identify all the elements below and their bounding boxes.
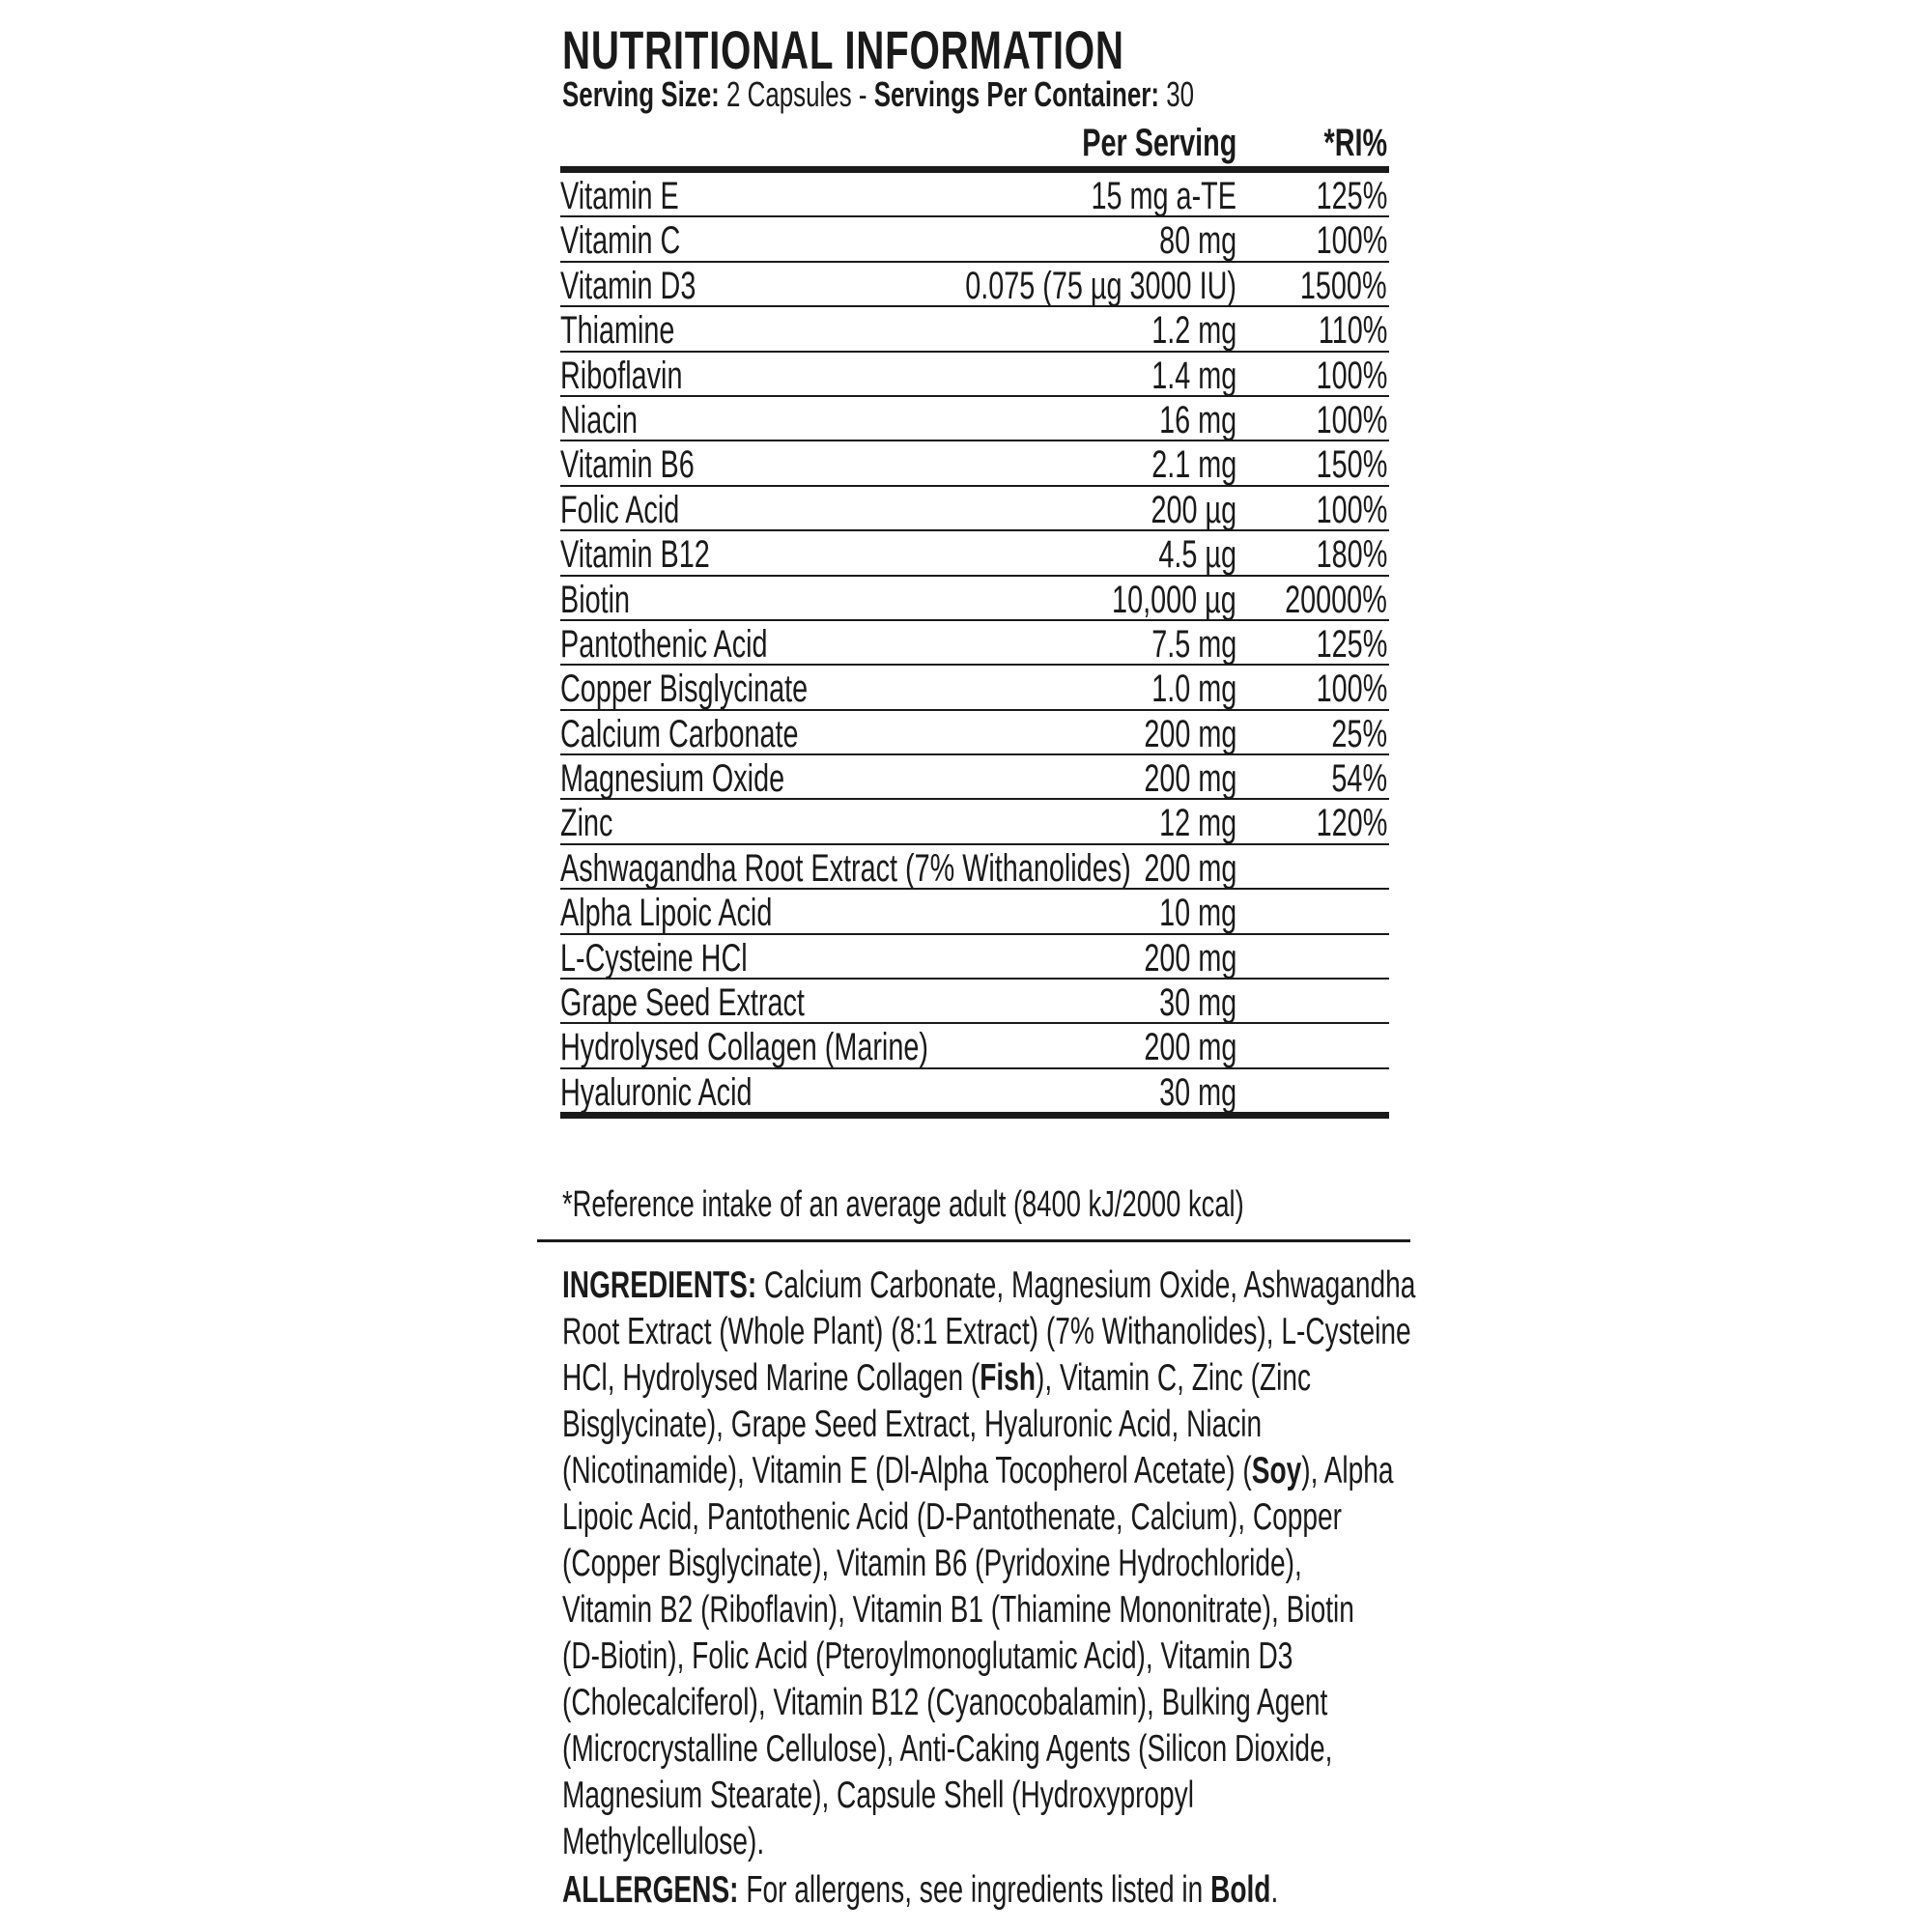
nutrient-name: Hyaluronic Acid — [560, 1070, 753, 1114]
ingredients-block — [562, 1263, 1416, 1865]
nutrient-ri: 100% — [1316, 398, 1387, 441]
ingredients-line: (Copper Bisglycinate), Vitamin B6 (Pyridoxine Hydrochloride), — [562, 1543, 1302, 1584]
ingredients-line: (D-Biotin), Folic Acid (Pteroylmonoglutamic Acid), Vitamin D3 — [562, 1635, 1293, 1677]
nutrient-amount: 10,000 µg — [1112, 578, 1236, 621]
section-divider — [537, 1239, 1410, 1242]
nutrient-ri: 100% — [1316, 219, 1387, 263]
nutrient-name: Grape Seed Extract — [560, 981, 805, 1025]
nutrient-ri: 25% — [1331, 712, 1387, 755]
ingredients-line: (Cholecalciferol), Vitamin B12 (Cyanocobalamin), Bulking Agent — [562, 1682, 1328, 1723]
table-row — [560, 935, 1389, 980]
nutrient-amount: 80 mg — [1158, 219, 1236, 263]
nutrient-ri: 100% — [1316, 354, 1387, 397]
ingredients-line: Root Extract (Whole Plant) (8:1 Extract) (7% Withanolides), L-Cysteine — [562, 1311, 1411, 1352]
title-text: NUTRITIONAL INFORMATION — [562, 19, 1124, 80]
table-row — [560, 621, 1389, 666]
ingredients-line: HCl, Hydrolysed Marine Collagen (Fish), Vitamin C, Zinc (Zinc — [562, 1357, 1312, 1399]
nutrient-amount: 200 mg — [1143, 757, 1236, 801]
table-row — [560, 173, 1389, 217]
table-row — [560, 217, 1389, 262]
serving-size-label: Serving Size: — [562, 74, 720, 114]
table-row — [560, 711, 1389, 755]
nutrient-amount: 200 mg — [1143, 1026, 1236, 1069]
nutrient-name: Thiamine — [560, 309, 675, 353]
nutrient-name: Folic Acid — [560, 488, 680, 531]
nutrient-ri: 100% — [1316, 488, 1387, 531]
nutrient-ri: 150% — [1316, 443, 1387, 487]
nutrient-amount: 1.2 mg — [1151, 309, 1236, 353]
nutrient-amount: 2.1 mg — [1151, 443, 1236, 487]
table-row — [560, 980, 1389, 1024]
page-title — [562, 21, 1343, 79]
nutrient-ri: 20000% — [1285, 578, 1387, 621]
nutrient-name: Biotin — [560, 578, 631, 621]
table-row — [560, 531, 1389, 576]
nutrient-ri: 1500% — [1300, 264, 1387, 307]
nutrient-amount: 30 mg — [1158, 1070, 1236, 1114]
nutrient-name: Niacin — [560, 398, 639, 441]
nutrient-name: Vitamin B6 — [560, 443, 695, 487]
nutrient-amount: 200 µg — [1151, 488, 1236, 531]
nutrient-amount: 12 mg — [1158, 802, 1236, 845]
nutrient-name: Ashwagandha Root Extract (7% Withanolides) — [560, 846, 1131, 890]
servings-per-container-label: Servings Per Container: — [873, 74, 1160, 114]
nutrient-name: Vitamin E — [560, 175, 679, 217]
nutrient-amount: 1.0 mg — [1151, 668, 1236, 711]
nutrient-name: Vitamin C — [560, 219, 681, 263]
table-row — [560, 441, 1389, 486]
ingredients-line: Magnesium Stearate), Capsule Shell (Hydroxypropyl — [562, 1775, 1194, 1816]
nutrient-amount: 7.5 mg — [1151, 622, 1236, 666]
table-row — [560, 800, 1389, 844]
table-row — [560, 487, 1389, 531]
servings-per-container-value: 30 — [1166, 74, 1195, 114]
nutrition-table — [560, 121, 1389, 1119]
header-per-serving: Per Serving — [1081, 122, 1236, 164]
nutrient-amount: 200 mg — [1143, 936, 1236, 980]
ingredients-line: (Microcrystalline Cellulose), Anti-Caking Agents (Silicon Dioxide, — [562, 1728, 1333, 1770]
ingredients-line: (Nicotinamide), Vitamin E (Dl-Alpha Tocopherol Acetate) (Soy), Alpha — [562, 1450, 1394, 1492]
serving-separator: - — [858, 74, 867, 114]
nutrient-ri: 100% — [1316, 668, 1387, 711]
table-row — [560, 845, 1389, 890]
allergen-soy: Soy — [1251, 1450, 1302, 1492]
nutrient-name: L-Cysteine HCl — [560, 936, 748, 980]
table-row — [560, 666, 1389, 710]
serving-size-value: 2 Capsules — [725, 74, 852, 114]
nutrient-name: Pantothenic Acid — [560, 622, 768, 666]
nutrient-amount: 0.075 (75 µg 3000 IU) — [965, 264, 1236, 307]
nutrient-name: Magnesium Oxide — [560, 757, 785, 801]
nutrient-amount: 4.5 µg — [1158, 533, 1236, 577]
nutrient-ri: 125% — [1316, 622, 1387, 666]
allergens-label: ALLERGENS: — [562, 1869, 739, 1911]
table-body — [560, 173, 1389, 1119]
nutrient-name: Copper Bisglycinate — [560, 668, 809, 711]
nutrient-name: Riboflavin — [560, 354, 683, 397]
table-row — [560, 307, 1389, 352]
table-row — [560, 1069, 1389, 1119]
ingredients-line: Methylcellulose). — [562, 1821, 765, 1862]
reference-intake-footnote: *Reference intake of an average adult (8400 kJ/2000 kcal) — [562, 1184, 1244, 1225]
ingredients-line: Bisglycinate), Grape Seed Extract, Hyaluronic Acid, Niacin — [562, 1404, 1263, 1445]
table-header — [560, 121, 1389, 173]
ingredients-line: Lipoic Acid, Pantothenic Acid (D-Pantothenate, Calcium), Copper — [562, 1496, 1342, 1538]
nutrient-ri: 110% — [1318, 309, 1387, 353]
nutrient-ri: 54% — [1331, 757, 1387, 801]
table-row — [560, 263, 1389, 307]
header-ri: *RI% — [1323, 122, 1387, 164]
nutrient-amount: 10 mg — [1158, 892, 1236, 935]
table-row — [560, 577, 1389, 621]
nutrient-name: Vitamin D3 — [560, 264, 696, 307]
serving-info — [562, 75, 1439, 114]
table-row — [560, 397, 1389, 441]
nutrient-name: Alpha Lipoic Acid — [560, 892, 773, 935]
ingredients-line: Vitamin B2 (Riboflavin), Vitamin B1 (Thiamine Mononitrate), Biotin — [562, 1589, 1354, 1631]
nutrient-name: Vitamin B12 — [560, 533, 710, 577]
table-row — [560, 353, 1389, 397]
ingredients-line: INGREDIENTS: Calcium Carbonate, Magnesium Oxide, Ashwagandha — [562, 1264, 1416, 1306]
serving-line — [562, 75, 1194, 114]
table-row — [560, 890, 1389, 934]
nutrient-amount: 30 mg — [1158, 981, 1236, 1025]
nutrient-amount: 200 mg — [1143, 712, 1236, 755]
nutrient-amount: 200 mg — [1143, 846, 1236, 890]
nutrient-ri: 180% — [1316, 533, 1387, 577]
nutrient-name: Hydrolysed Collagen (Marine) — [560, 1026, 928, 1069]
ingredients-label: INGREDIENTS: — [562, 1264, 757, 1306]
nutrient-ri: 125% — [1316, 175, 1387, 217]
nutrient-amount: 1.4 mg — [1151, 354, 1236, 397]
table-row — [560, 1024, 1389, 1068]
nutrient-amount: 15 mg a-TE — [1091, 175, 1236, 217]
nutrient-name: Calcium Carbonate — [560, 712, 799, 755]
nutrient-ri: 120% — [1316, 802, 1387, 845]
allergens-bold-word: Bold — [1210, 1869, 1271, 1911]
allergen-fish: Fish — [980, 1357, 1037, 1399]
allergens-statement: ALLERGENS: For allergens, see ingredients listed in Bold. — [562, 1869, 1279, 1911]
table-row — [560, 755, 1389, 800]
nutrient-amount: 16 mg — [1158, 398, 1236, 441]
nutrient-name: Zinc — [560, 802, 613, 845]
